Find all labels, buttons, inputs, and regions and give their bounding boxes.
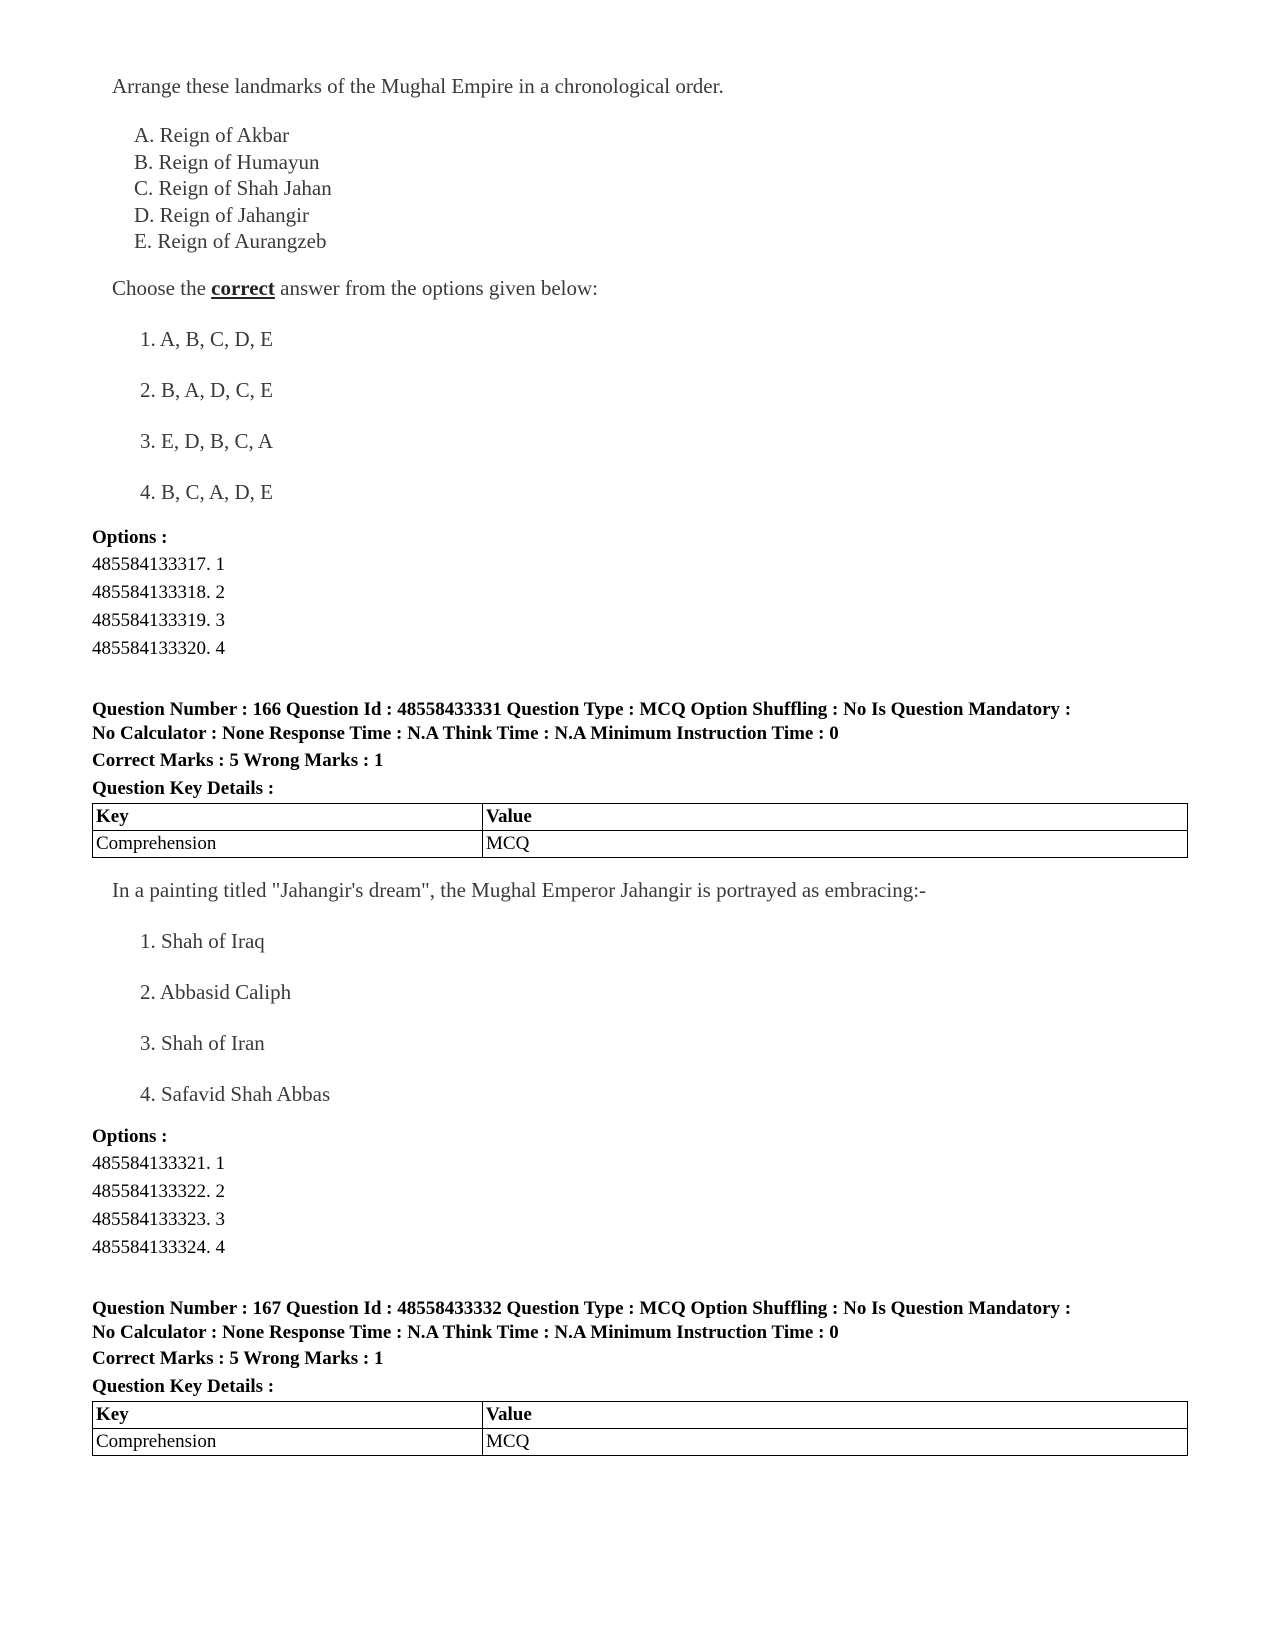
marks-line: Correct Marks : 5 Wrong Marks : 1: [92, 1348, 384, 1369]
options-label: Options :: [92, 527, 168, 548]
question-header-line: No Calculator : None Response Time : N.A Think Time : N.A Minimum Instruction Time : 0: [92, 723, 839, 744]
key-details-table: [92, 1401, 1188, 1456]
table-cell-key: Comprehension: [93, 1429, 483, 1456]
option-item: 485584133322. 2: [92, 1181, 225, 1202]
list-item: C. Reign of Shah Jahan: [134, 176, 332, 200]
list-item: A. Reign of Akbar: [134, 123, 290, 147]
question-header-line: Question Number : 167 Question Id : 48558433332 Question Type : MCQ Option Shuffling : No Is Question Mandatory :: [92, 1298, 1072, 1319]
table-cell-key: Comprehension: [93, 831, 483, 858]
key-details-label: Question Key Details :: [92, 1376, 275, 1397]
choose-text-pre: Choose the: [112, 276, 212, 300]
list-item: B. Reign of Humayun: [134, 149, 320, 174]
list-item: D. Reign of Jahangir: [134, 202, 309, 227]
question-prompt: In a painting titled "Jahangir's dream", the Mughal Emperor Jahangir is portrayed as embracing:-: [112, 878, 927, 902]
table-header-value: Value: [483, 804, 1188, 831]
table-cell-value: MCQ: [483, 831, 1188, 858]
options-list: [92, 1150, 225, 1262]
marks-line: Correct Marks : 5 Wrong Marks : 1: [92, 750, 384, 771]
answer-choice: 2. Abbasid Caliph: [140, 980, 292, 1004]
option-item: 485584133320. 4: [92, 638, 225, 659]
table-header-row: [93, 804, 1188, 831]
table-header-row: [93, 1402, 1188, 1429]
question-prompt: Arrange these landmarks of the Mughal Empire in a chronological order.: [112, 74, 724, 98]
table-row: [93, 831, 1188, 858]
answer-choice: 1. Shah of Iraq: [140, 929, 265, 953]
list-item: E. Reign of Aurangzeb: [134, 229, 327, 253]
choose-instruction: [112, 276, 598, 301]
options-label: Options :: [92, 1126, 168, 1147]
answer-choice: 3. Shah of Iran: [140, 1031, 265, 1055]
option-item: 485584133317. 1: [92, 554, 225, 575]
key-details-label: Question Key Details :: [92, 778, 275, 799]
option-item: 485584133324. 4: [92, 1237, 225, 1258]
answer-choice: 1. A, B, C, D, E: [140, 327, 274, 351]
answer-choice: 2. B, A, D, C, E: [140, 378, 274, 402]
answer-choice: 3. E, D, B, C, A: [140, 429, 274, 453]
choose-text-post: answer from the options given below:: [274, 276, 598, 300]
option-item: 485584133321. 1: [92, 1153, 225, 1174]
option-item: 485584133318. 2: [92, 582, 225, 603]
question-header: [92, 1297, 1071, 1345]
question-header: [92, 698, 1071, 746]
table-cell-value: MCQ: [483, 1429, 1188, 1456]
option-item: 485584133319. 3: [92, 610, 225, 631]
item-list: [134, 122, 332, 255]
choose-text-emphasis: correct: [211, 276, 275, 300]
table-header-key: Key: [93, 1402, 483, 1429]
option-item: 485584133323. 3: [92, 1209, 225, 1230]
options-list: [92, 551, 225, 663]
question-header-line: Question Number : 166 Question Id : 48558433331 Question Type : MCQ Option Shuffling : No Is Question Mandatory :: [92, 699, 1072, 720]
table-header-value: Value: [483, 1402, 1188, 1429]
key-details-table: [92, 803, 1188, 858]
table-header-key: Key: [93, 804, 483, 831]
answer-choice: 4. B, C, A, D, E: [140, 480, 274, 504]
answer-choice: 4. Safavid Shah Abbas: [140, 1082, 331, 1106]
question-header-line: No Calculator : None Response Time : N.A Think Time : N.A Minimum Instruction Time : 0: [92, 1322, 839, 1343]
table-row: [93, 1429, 1188, 1456]
